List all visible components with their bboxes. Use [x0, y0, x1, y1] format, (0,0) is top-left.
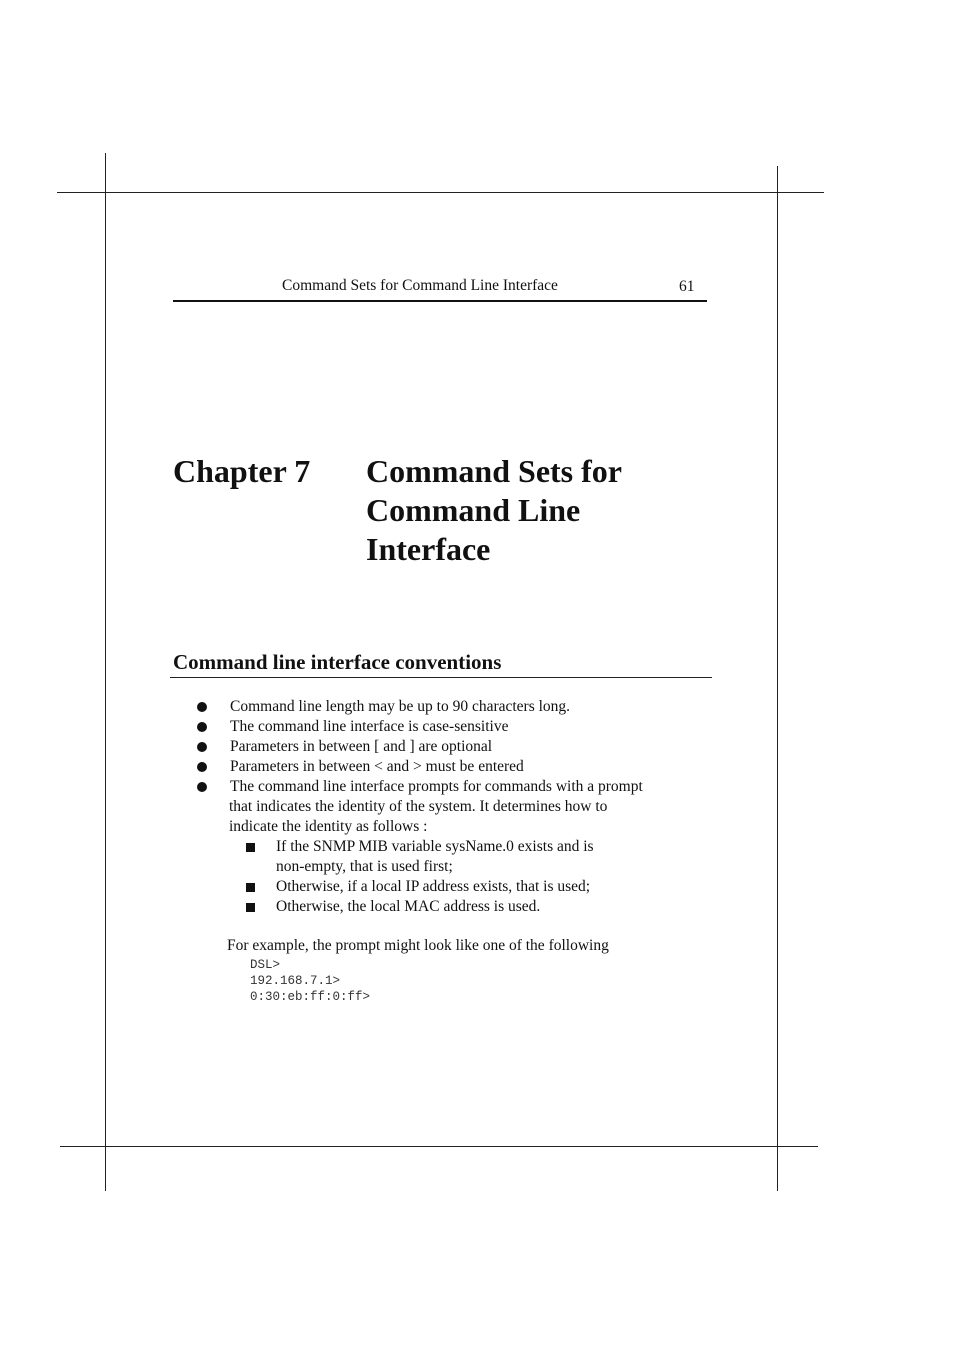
- list-item-text: Command line length may be up to 90 characters long.: [230, 698, 571, 715]
- list-item: [195, 777, 715, 917]
- example-prompt-line: DSL>: [250, 958, 281, 972]
- sub-list-item-text-line: If the SNMP MIB variable sysName.0 exists and is: [276, 838, 594, 855]
- list-item-text-line: that indicates the identity of the system. It determines how to: [229, 798, 608, 815]
- bullet-dot-icon: [197, 762, 207, 772]
- sub-list-item: [240, 897, 715, 917]
- crop-mark-top: [57, 192, 824, 193]
- example-prompt-line: 0:30:eb:ff:0:ff>: [250, 990, 371, 1004]
- chapter-label: Chapter 7: [173, 453, 311, 489]
- list-item-text-line: The command line interface prompts for commands with a prompt: [230, 778, 643, 795]
- bullet-square-icon: [246, 883, 255, 892]
- section-rule: [170, 677, 712, 678]
- chapter-title-line: Command Line: [366, 492, 581, 528]
- running-title: Command Sets for Command Line Interface: [282, 277, 558, 294]
- bullet-dot-icon: [197, 702, 207, 712]
- bullet-dot-icon: [197, 782, 207, 792]
- list-item-text-line: indicate the identity as follows :: [229, 818, 428, 835]
- chapter-title-line: Command Sets for: [366, 453, 622, 489]
- bullet-square-icon: [246, 903, 255, 912]
- list-item-text: The command line interface is case-sensitive: [230, 718, 509, 735]
- bullet-dot-icon: [197, 742, 207, 752]
- sub-list-item: [240, 877, 715, 897]
- identity-sub-list: [240, 837, 715, 917]
- page-number: 61: [679, 278, 695, 295]
- sub-list-item: [240, 837, 715, 877]
- section-heading: Command line interface conventions: [173, 650, 502, 674]
- crop-mark-right-top: [777, 166, 778, 1191]
- sub-list-item-text-line: Otherwise, the local MAC address is used.: [276, 898, 541, 915]
- chapter-title: [366, 452, 706, 569]
- chapter-title-line: Interface: [366, 531, 491, 567]
- crop-mark-bottom: [60, 1146, 818, 1147]
- list-item: [195, 757, 715, 777]
- list-item-text: Parameters in between [ and ] are optional: [230, 738, 493, 755]
- sub-list-item-text-line: non-empty, that is used first;: [276, 858, 453, 875]
- list-item: [195, 717, 715, 737]
- crop-mark-left-top: [105, 153, 106, 1191]
- list-item-text: Parameters in between < and > must be entered: [230, 758, 524, 775]
- running-header: [173, 276, 707, 302]
- conventions-list: [195, 697, 715, 917]
- list-item: [195, 697, 715, 717]
- sub-list-item-text-line: Otherwise, if a local IP address exists, that is used;: [276, 878, 591, 895]
- bullet-dot-icon: [197, 722, 207, 732]
- example-prompt-line: 192.168.7.1>: [250, 974, 341, 988]
- bullet-square-icon: [246, 843, 255, 852]
- list-item: [195, 737, 715, 757]
- example-prompts-code-block: [250, 957, 370, 1005]
- example-intro: For example, the prompt might look like one of the following: [227, 937, 609, 954]
